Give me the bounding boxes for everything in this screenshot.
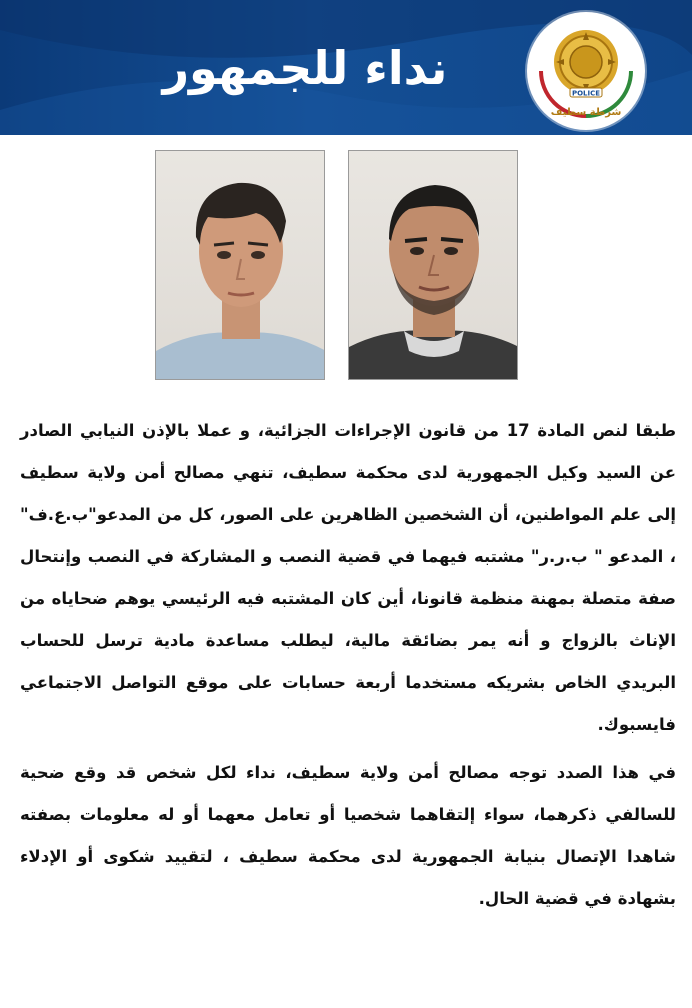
person-portrait-icon xyxy=(349,151,518,380)
page-title: نداء للجمهور xyxy=(162,41,448,95)
notice-paragraph-1: طبقا لنص المادة 17 من قانون الإجراءات الجزائية، و عملا بالإذن النيابي الصادر عن السيد وكيل الجمهورية لدى محكمة سطيف، تنهي مصالح أمن ولاية سطيف إلى علم المواطنين، أن الشخصين الظاهرين على الصور، كل من المدعو"ب.ع.ف" ، المدعو " ب.ر.ر" مشتبه فيهما في قضية النصب و المشاركة في النصب وإنتحال صفة متصلة بمهنة منظمة قانونا، أين كان المشتبه فيه الرئيسي يوهم ضحاياه من الإناث بالزواج و أنه يمر بضائقة مالية، ليطلب مساعدة مادية ترسل للحساب البريدي الخاص بشريكه مستخدما أربعة حسابات على موقع التواصل الاجتماعي فايسبوك. xyxy=(20,421,677,734)
suspect-photo-right xyxy=(348,150,518,380)
notice-paragraph-2: في هذا الصدد توجه مصالح أمن ولاية سطيف، نداء لكل شخص قد وقع ضحية للسالفي ذكرهما، سواء إلتقاهما شخصيا أو تعامل معهما أو له معلومات بصفته شاهدا الإتصال بنيابة الجمهورية لدى محكمة سطيف ، لتقييد شكوى أو الإدلاء بشهادة في قضية الحال. xyxy=(20,763,676,908)
suspect-photo-left xyxy=(155,150,325,380)
police-logo xyxy=(527,12,645,130)
logo-police-word: POLICE xyxy=(571,89,601,98)
header-banner xyxy=(0,0,692,135)
logo-caption: شرطة سطيف xyxy=(550,107,622,118)
person-portrait-icon xyxy=(156,151,325,380)
